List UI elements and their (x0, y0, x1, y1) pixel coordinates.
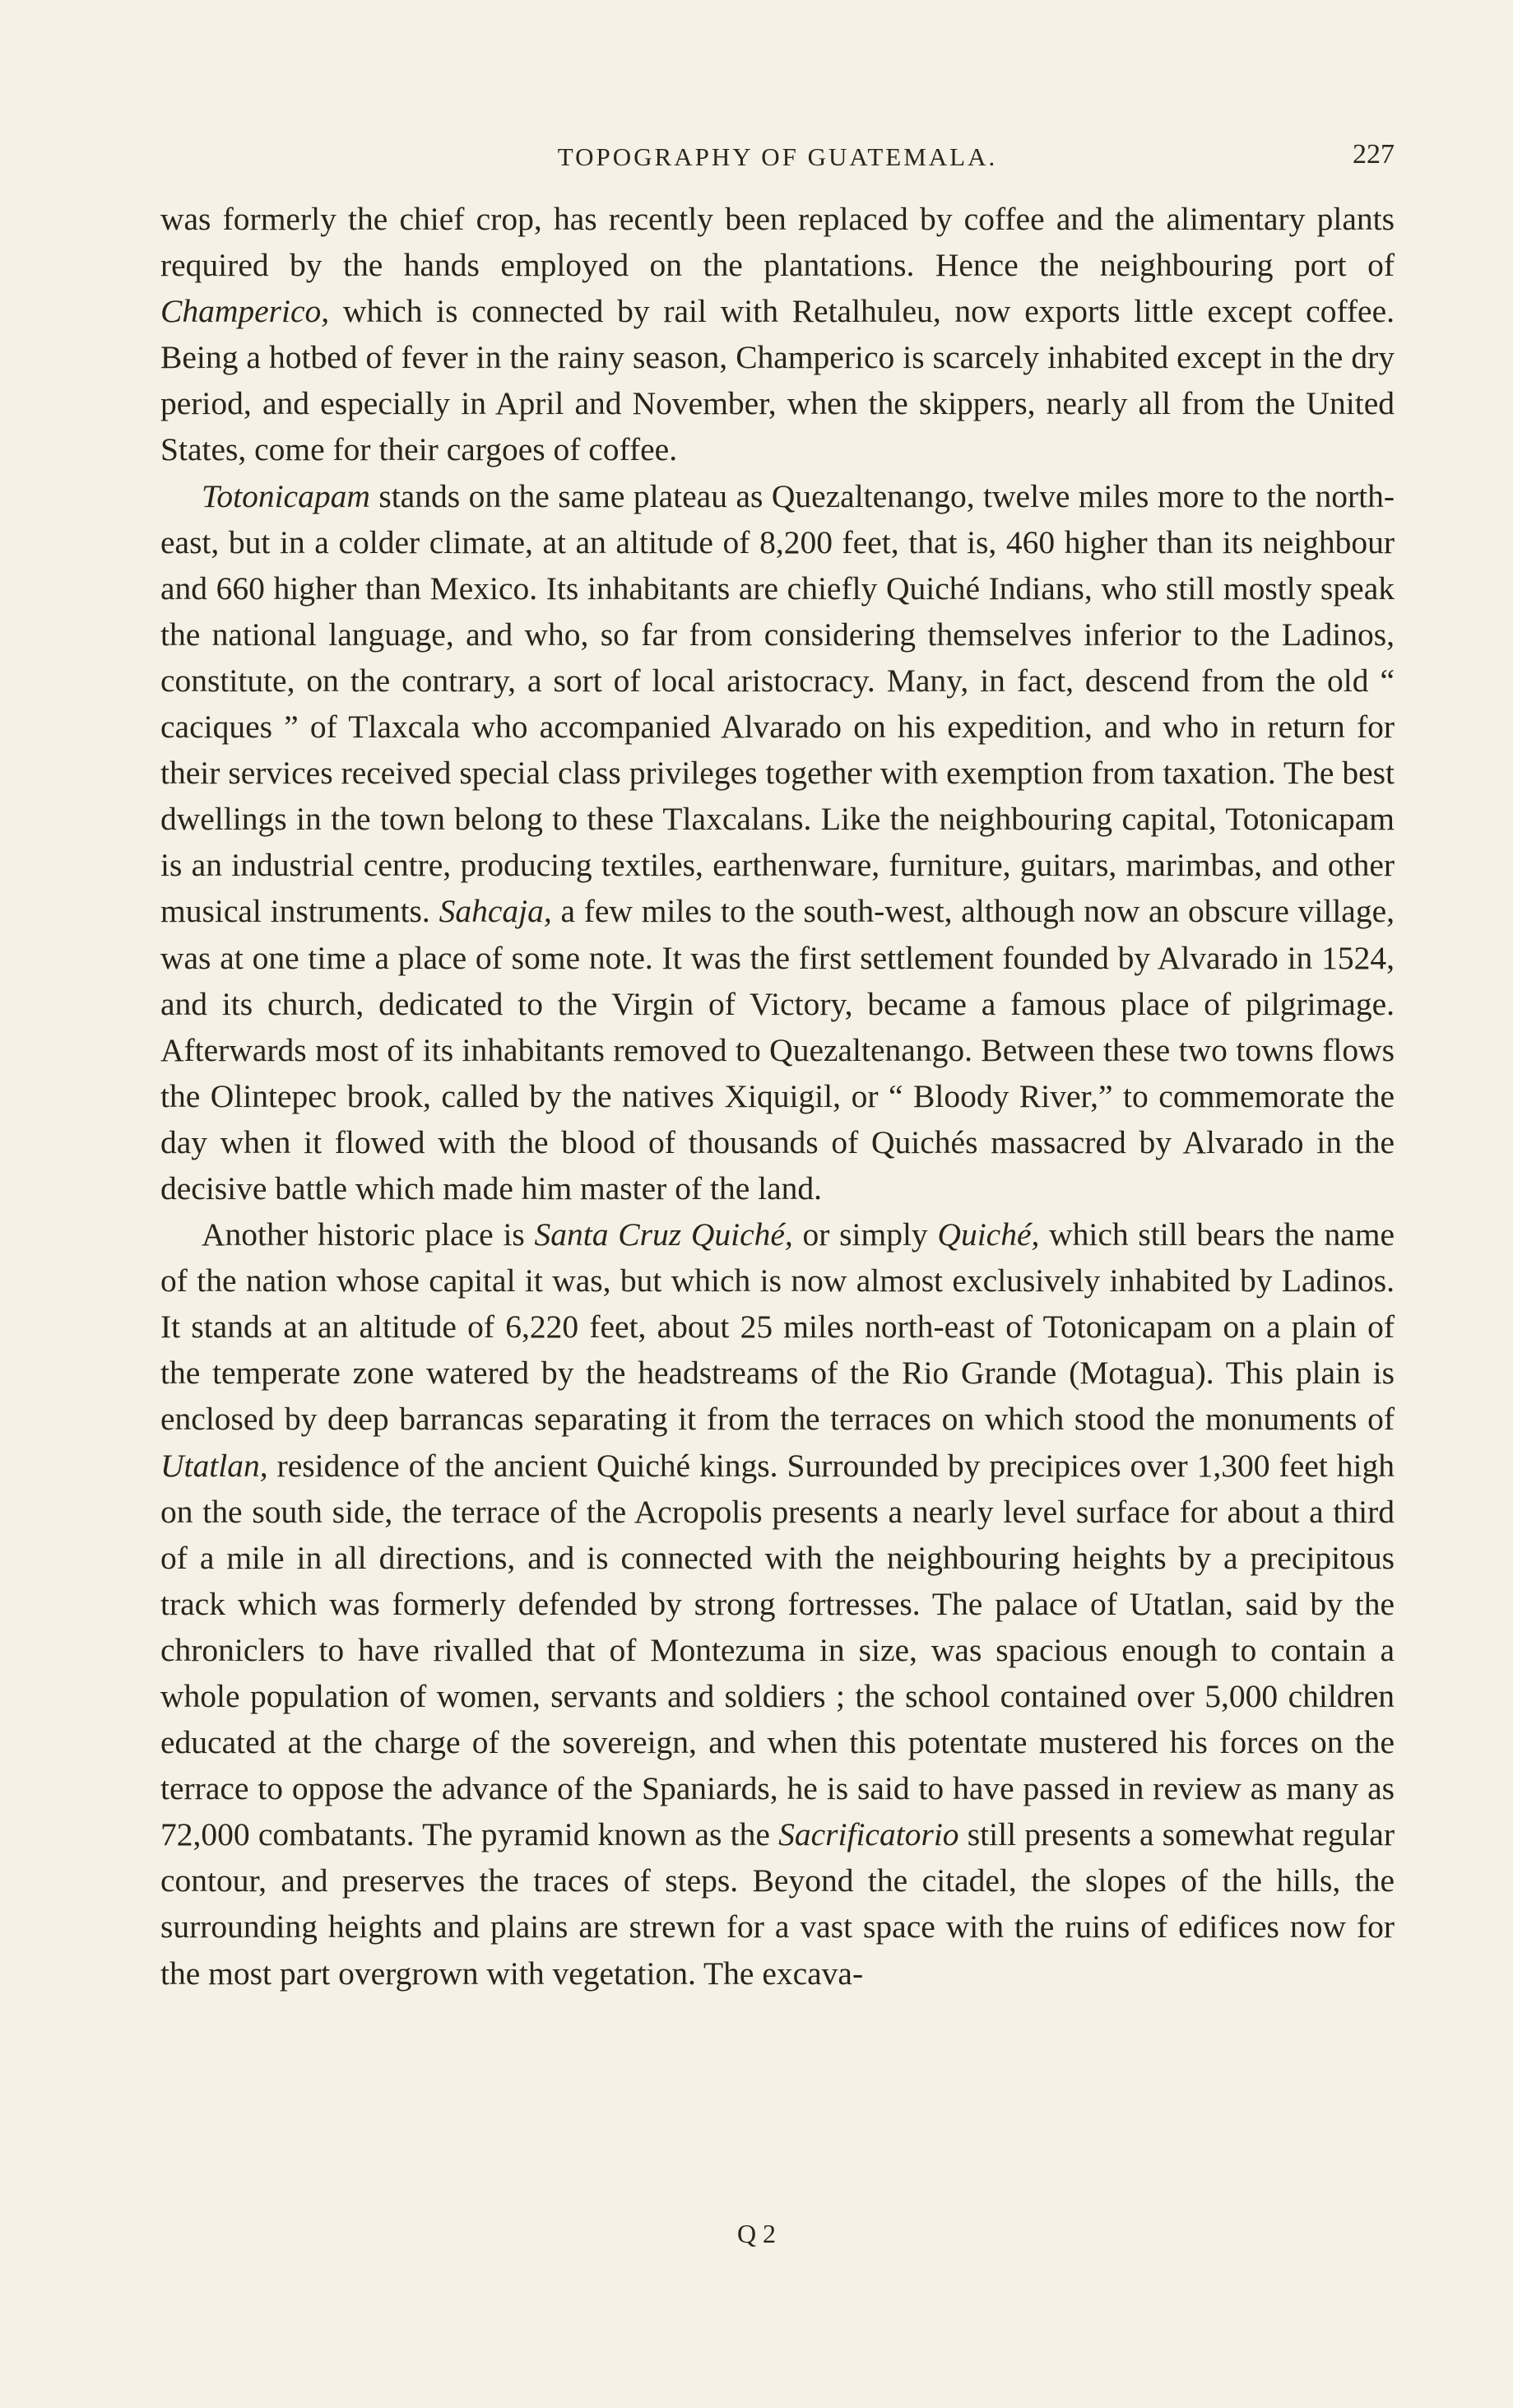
signature-mark: Q 2 (736, 2219, 777, 2248)
text-span: which still bears the name of the nation whose capital it was, but which is now almost exclusively inhabited by Ladinos. It stands at an altitude of 6,220 feet, about 25 miles north-east of Totonicapam on a plain of the temperate zone watered by the headstreams of the Rio Grande (Motagua). This plain is enclosed by deep barrancas separating it from the terraces on which stood the monuments of (160, 1216, 1395, 1438)
running-title: TOPOGRAPHY OF GUATEMALA. (557, 142, 998, 171)
text-span: which is connected by rail with Retalhuleu, now exports little except coffee. Being a hotbed of fever in the rainy season, Champerico is scarcely inhabited except in the dry period, and especially in April and November, when the skippers, nearly all from the United States, come for their cargoes of coffee. (160, 293, 1395, 468)
place-name-italic: Totonicapam (202, 477, 370, 514)
text-span: or simply (792, 1216, 938, 1253)
place-name-italic: Quiché, (937, 1216, 1040, 1253)
body-text (160, 196, 1395, 1997)
place-name-italic: Sahcaja, (439, 893, 552, 930)
place-name-italic: Santa Cruz Quiché, (534, 1216, 793, 1253)
paragraph (160, 196, 1395, 473)
text-span: residence of the ancient Quiché kings. Surrounded by precipices over 1,300 feet high on the south side, the terrace of the Acropolis presents a nearly level surface for about a third of a mile in all directions, and is connected with the neighbouring heights by a precipitous track which was formerly defended by strong fortresses. The palace of Utatlan, said by the chroniclers to have rivalled that of Montezuma in size, was spacious enough to contain a whole population of women, servants and soldiers ; the school contained over 5,000 children educated at the charge of the sovereign, and when this potentate mustered his forces on the terrace to oppose the advance of the Spaniards, he is said to have passed in review as many as 72,000 combatants. The pyramid known as the (160, 1447, 1395, 1853)
paragraph (160, 473, 1395, 1212)
text-span: Another historic place is (202, 1216, 535, 1253)
place-name-italic: Sacrificatorio (778, 1816, 959, 1853)
text-span: a few miles to the south-west, although now an obscure village, was at one time a place of some note. It was the first settlement founded by Alvarado in 1524, and its church, dedicated to the Virgin of Victory, became a famous place of pilgrimage. Afterwards most of its inhabitants removed to Quezaltenango. Between these two towns flows the Olintepec brook, called by the natives Xiquigil, or “ Bloody River,” to commemorate the day when it flowed with the blood of thousands of Quichés massacred by Alvarado in the decisive battle which made him master of the land. (160, 893, 1395, 1206)
paragraph (160, 1211, 1395, 1997)
text-span: still presents a somewhat regular contour, and preserves the traces of steps. Beyond the citadel, the slopes of the hills, the surrounding heights and plains are strewn for a vast space with the ruins of edifices now for the most part overgrown with vegetation. The excava- (160, 1816, 1395, 1992)
text-span: stands on the same plateau as Quezaltenango, twelve miles more to the north-east, but in a colder climate, at an altitude of 8,200 feet, that is, 460 higher than its neighbour and 660 higher than Mexico. Its inhabitants are chiefly Quiché Indians, who still mostly speak the national language, and who, so far from considering themselves inferior to the Ladinos, constitute, on the contrary, a sort of local aristocracy. Many, in fact, descend from the old “ caciques ” of Tlaxcala who accompanied Alvarado on his expedition, and who in return for their services received special class privileges together with exemption from taxation. The best dwellings in the town belong to these Tlaxcalans. Like the neighbouring capital, Totonicapam is an industrial centre, producing textiles, earthenware, furniture, guitars, marimbas, and other musical instruments. (160, 477, 1395, 930)
place-name-italic: Champerico, (160, 293, 330, 330)
text-span: was formerly the chief crop, has recently been replaced by coffee and the alimentary plants required by the hands employed on the plantations. Hence the neighbouring port of (160, 201, 1395, 284)
page-number: 227 (1353, 139, 1395, 170)
page-header (160, 136, 1395, 193)
place-name-italic: Utatlan, (160, 1447, 268, 1484)
